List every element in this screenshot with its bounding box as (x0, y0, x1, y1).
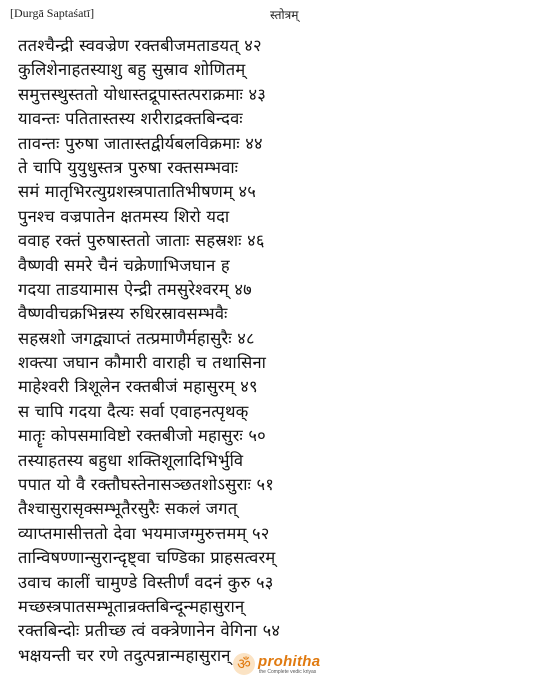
verse-line: ववाह रक्तं पुरुषास्ततो जाताः सहस्रशः ४६ (18, 231, 265, 251)
verse-line: तान्विषण्णान्सुरान्दृष्ट्वा चण्डिका प्राहसत्वरम् (18, 548, 276, 568)
om-icon (232, 652, 256, 676)
verse-line: स चापि गदया दैत्यः सर्वा एवाहनत्पृथक् (18, 401, 249, 421)
brand-tagline: the Complete vedic kriyas (259, 669, 317, 675)
verse-line: मातॄः कोपसमाविष्टो रक्तबीजो महासुरः ५० (18, 426, 266, 446)
verse-line: मच्छस्त्रपातसम्भूतान्रक्तबिन्दून्महासुरान् (18, 596, 245, 616)
verse-line: समं मातृभिरत्युग्रशस्त्रपातातिभीषणम् ४५ (18, 182, 257, 202)
verse-line: रक्तबिन्दोः प्रतीच्छ त्वं वक्त्रेणानेन वेगिना ५४ (18, 621, 281, 641)
verse-line: तस्याहतस्य बहुधा शक्तिशूलादिभिर्भुवि (18, 450, 244, 470)
verse-line: तैश्चासुरासृक्सम्भूतैरसुरैः सकलं जगत् (18, 499, 238, 519)
verse-line: व्याप्तमासीत्ततो देवा भयमाजग्मुरुत्तमम् ५२ (18, 523, 270, 543)
verse-line: वैष्णवीचक्रभिन्नस्य रुधिरस्रावसम्भवैः (18, 304, 228, 324)
verse-line: शक्त्या जघान कौमारी वाराही च तथासिना (18, 353, 267, 373)
verse-line: पपात यो वै रक्तौघस्तेनासञ्छतशोऽसुराः ५१ (18, 475, 275, 495)
verse-text (18, 34, 538, 668)
verse-line: सहस्रशो जगद्व्याप्तं तत्प्रमाणैर्महासुरैः ४८ (18, 328, 255, 348)
verse-line: ततश्चैन्द्री स्ववज्रेण रक्तबीजमताडयत् ४२ (18, 36, 262, 55)
verse-line: माहेश्वरी त्रिशूलेन रक्तबीजं महासुरम् ४९ (18, 377, 258, 397)
verse-line: तावन्तः पुरुषा जातास्तद्वीर्यबलविक्रमाः ४४ (18, 133, 263, 153)
verse-line: समुत्तस्थुस्ततो योधास्तद्रूपास्तत्पराक्रमाः ४३ (18, 84, 267, 104)
svg-text:ॐ: ॐ (237, 655, 251, 673)
verse-line: उवाच कालीं चामुण्डे विस्तीर्णं वदनं कुरु ५३ (18, 572, 274, 592)
verse-line: यावन्तः पतितास्तस्य शरीराद्रक्तबिन्दवः (18, 109, 243, 129)
verse-line: कुलिशेनाहतस्याशु बहु सुस्राव शोणितम् (18, 60, 246, 80)
verse-line: भक्षयन्ती चर रणे तदुत्पन्नान्महासुरान् (18, 645, 231, 665)
verse-line: गदया ताडयामास ऐन्द्री तमसुरेश्वरम् ४७ (18, 279, 252, 299)
footer-logo (0, 652, 550, 678)
section-title: स्तोत्रम् (270, 8, 299, 22)
book-title: [Durgā Saptaśatī] (10, 6, 95, 20)
verse-line: पुनश्च वज्रपातेन क्षतमस्य शिरो यदा (18, 206, 230, 226)
brand-name: prohitha (258, 653, 321, 670)
page-header (0, 6, 550, 28)
verse-line: ते चापि युयुधुस्तत्र पुरुषा रक्तसम्भवाः (18, 157, 239, 177)
verse-line: वैष्णवी समरे चैनं चक्रेणाभिजघान ह (18, 255, 230, 275)
